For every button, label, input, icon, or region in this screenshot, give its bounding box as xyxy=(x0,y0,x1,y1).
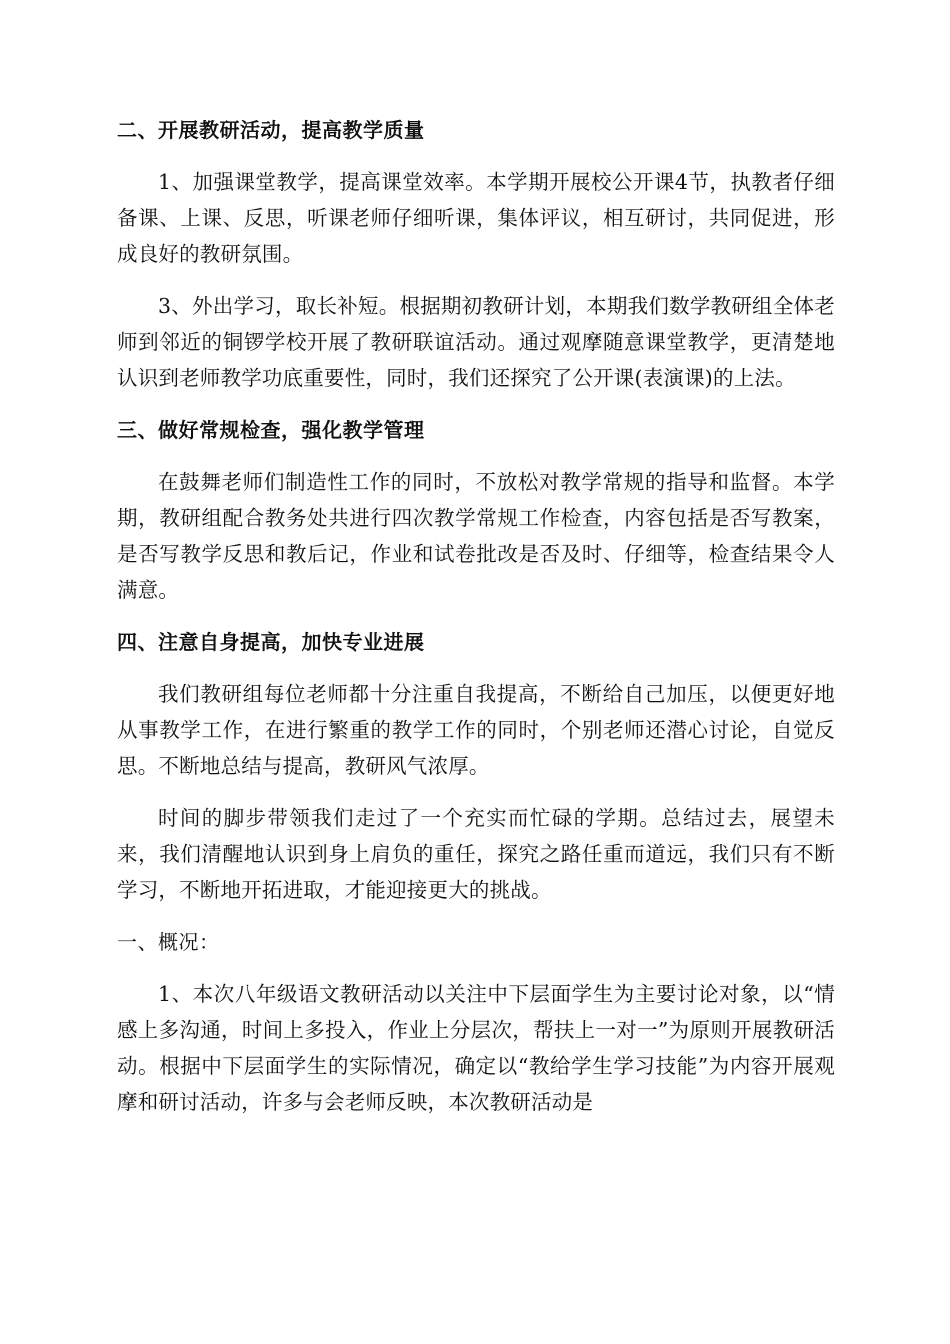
section-heading-overview: 一、概况： xyxy=(117,930,220,954)
section-heading-self-improvement: 四、注意自身提高，加快专业进展 xyxy=(117,630,425,654)
paragraph-classroom-teaching: 1、加强课堂教学，提高课堂效率。本学期开展校公开课4节，执教者仔细备课、上课、反思，听课老师仔细听课，集体评议，相互研讨，共同促进，形成良好的教研氛围。 xyxy=(117,170,835,266)
paragraph-conclusion: 时间的脚步带领我们走过了一个充实而忙碌的学期。总结过去，展望未来，我们清醒地认识到身上肩负的重任，探究之路任重而道远，我们只有不断学习，不断地开拓进取，才能迎接更大的挑战。 xyxy=(117,806,835,902)
paragraph-overview-activity: 1、本次八年级语文教研活动以关注中下层面学生为主要讨论对象，以“情感上多沟通，时间上多投入，作业上分层次，帮扶上一对一”为原则开展教研活动。根据中下层面学生的实际情况，确定以“教给学生学习技能”为内容开展观摩和研讨活动，许多与会老师反映，本次教研活动是 xyxy=(117,982,835,1114)
paragraph-routine-inspection: 在鼓舞老师们制造性工作的同时，不放松对教学常规的指导和监督。本学期，教研组配合教务处共进行四次教学常规工作检查，内容包括是否写教案，是否写教学反思和教后记，作业和试卷批改是否及时、仔细等，检查结果令人满意。 xyxy=(117,470,835,602)
section-heading-teaching-research: 二、开展教研活动，提高教学质量 xyxy=(117,118,425,142)
document-body xyxy=(117,112,835,1136)
section-heading-routine-inspection: 三、做好常规检查，强化教学管理 xyxy=(117,418,425,442)
paragraph-self-improvement: 我们教研组每位老师都十分注重自我提高，不断给自己加压，以便更好地从事教学工作，在进行繁重的教学工作的同时，个别老师还潜心讨论，自觉反思。不断地总结与提高，教研风气浓厚。 xyxy=(117,682,835,778)
paragraph-external-study: 3、外出学习，取长补短。根据期初教研计划，本期我们数学教研组全体老师到邻近的铜锣学校开展了教研联谊活动。通过观摩随意课堂教学，更清楚地认识到老师教学功底重要性，同时，我们还探究了公开课(表演课)的上法。 xyxy=(117,294,835,390)
